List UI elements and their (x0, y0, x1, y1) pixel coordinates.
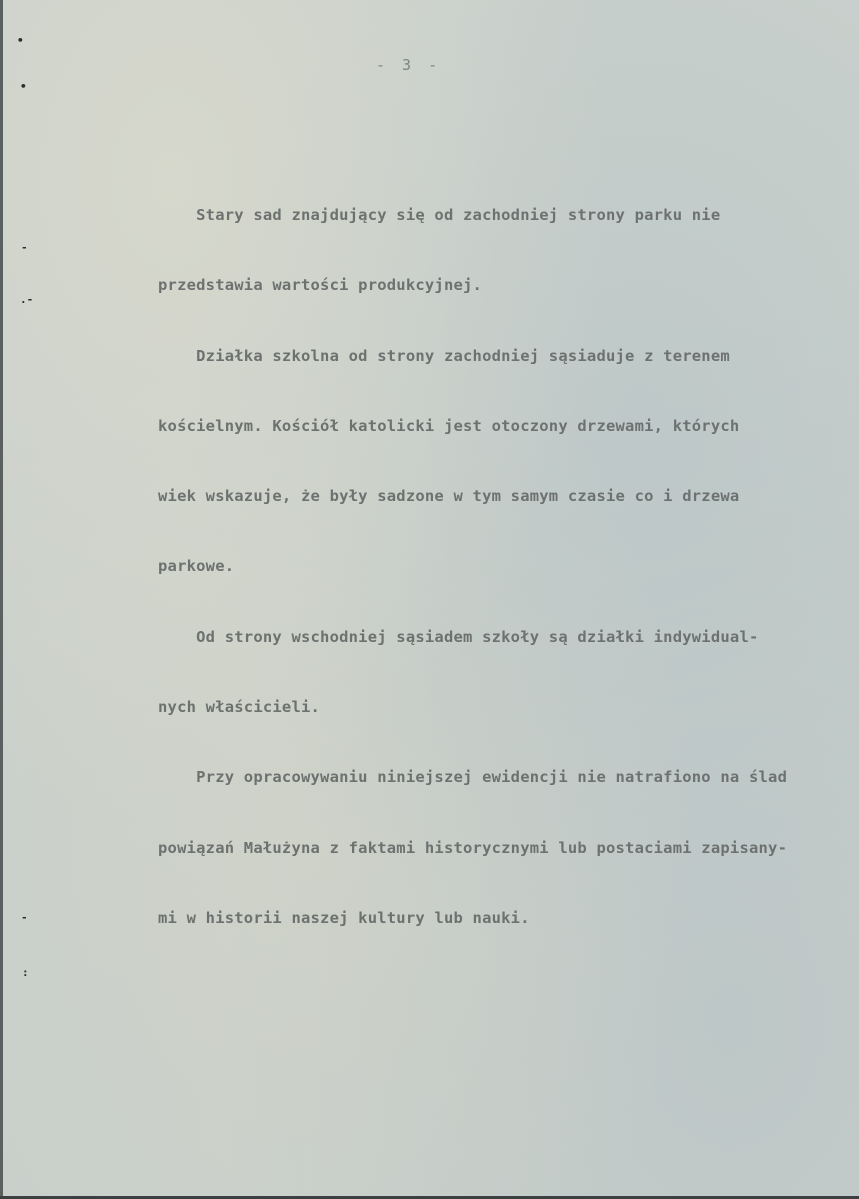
text-line: powiązań Małużyna z faktami historycznymi lub postaciami zapisany- (158, 838, 788, 857)
text-line: Przy opracowywaniu niniejszej ewidencji nie natrafiono na ślad (158, 768, 788, 787)
margin-mark: • (20, 80, 27, 93)
text-line: parkowe. (158, 557, 235, 576)
text-line: kościelnym. Kościół katolicki jest otoczony drzewami, których (158, 416, 740, 435)
text-line: Stary sad znajdujący się od zachodniej strony parku nie (158, 206, 721, 224)
text-line: wiek wskazuje, że były sadzone w tym samym czasie co i drzewa (158, 487, 740, 506)
margin-mark: - (21, 241, 28, 254)
document-body (158, 162, 852, 971)
text-line: przedstawia wartości produkcyjnej. (158, 276, 483, 295)
text-line: mi w historii naszej kultury lub nauki. (158, 908, 530, 927)
margin-mark: .- (20, 293, 34, 306)
text-line: Działka szkolna od strony zachodniej sąsiaduje z terenem (158, 346, 730, 365)
text-line: Od strony wschodniej sąsiadem szkoły są działki indywidual- (158, 627, 759, 646)
scan-edge-left (0, 0, 3, 1199)
page-number: - 3 - (376, 56, 442, 74)
margin-mark: : (22, 966, 29, 979)
text-line: nych właścicieli. (158, 698, 321, 717)
margin-mark: • (17, 34, 24, 47)
margin-mark: - (21, 911, 28, 924)
